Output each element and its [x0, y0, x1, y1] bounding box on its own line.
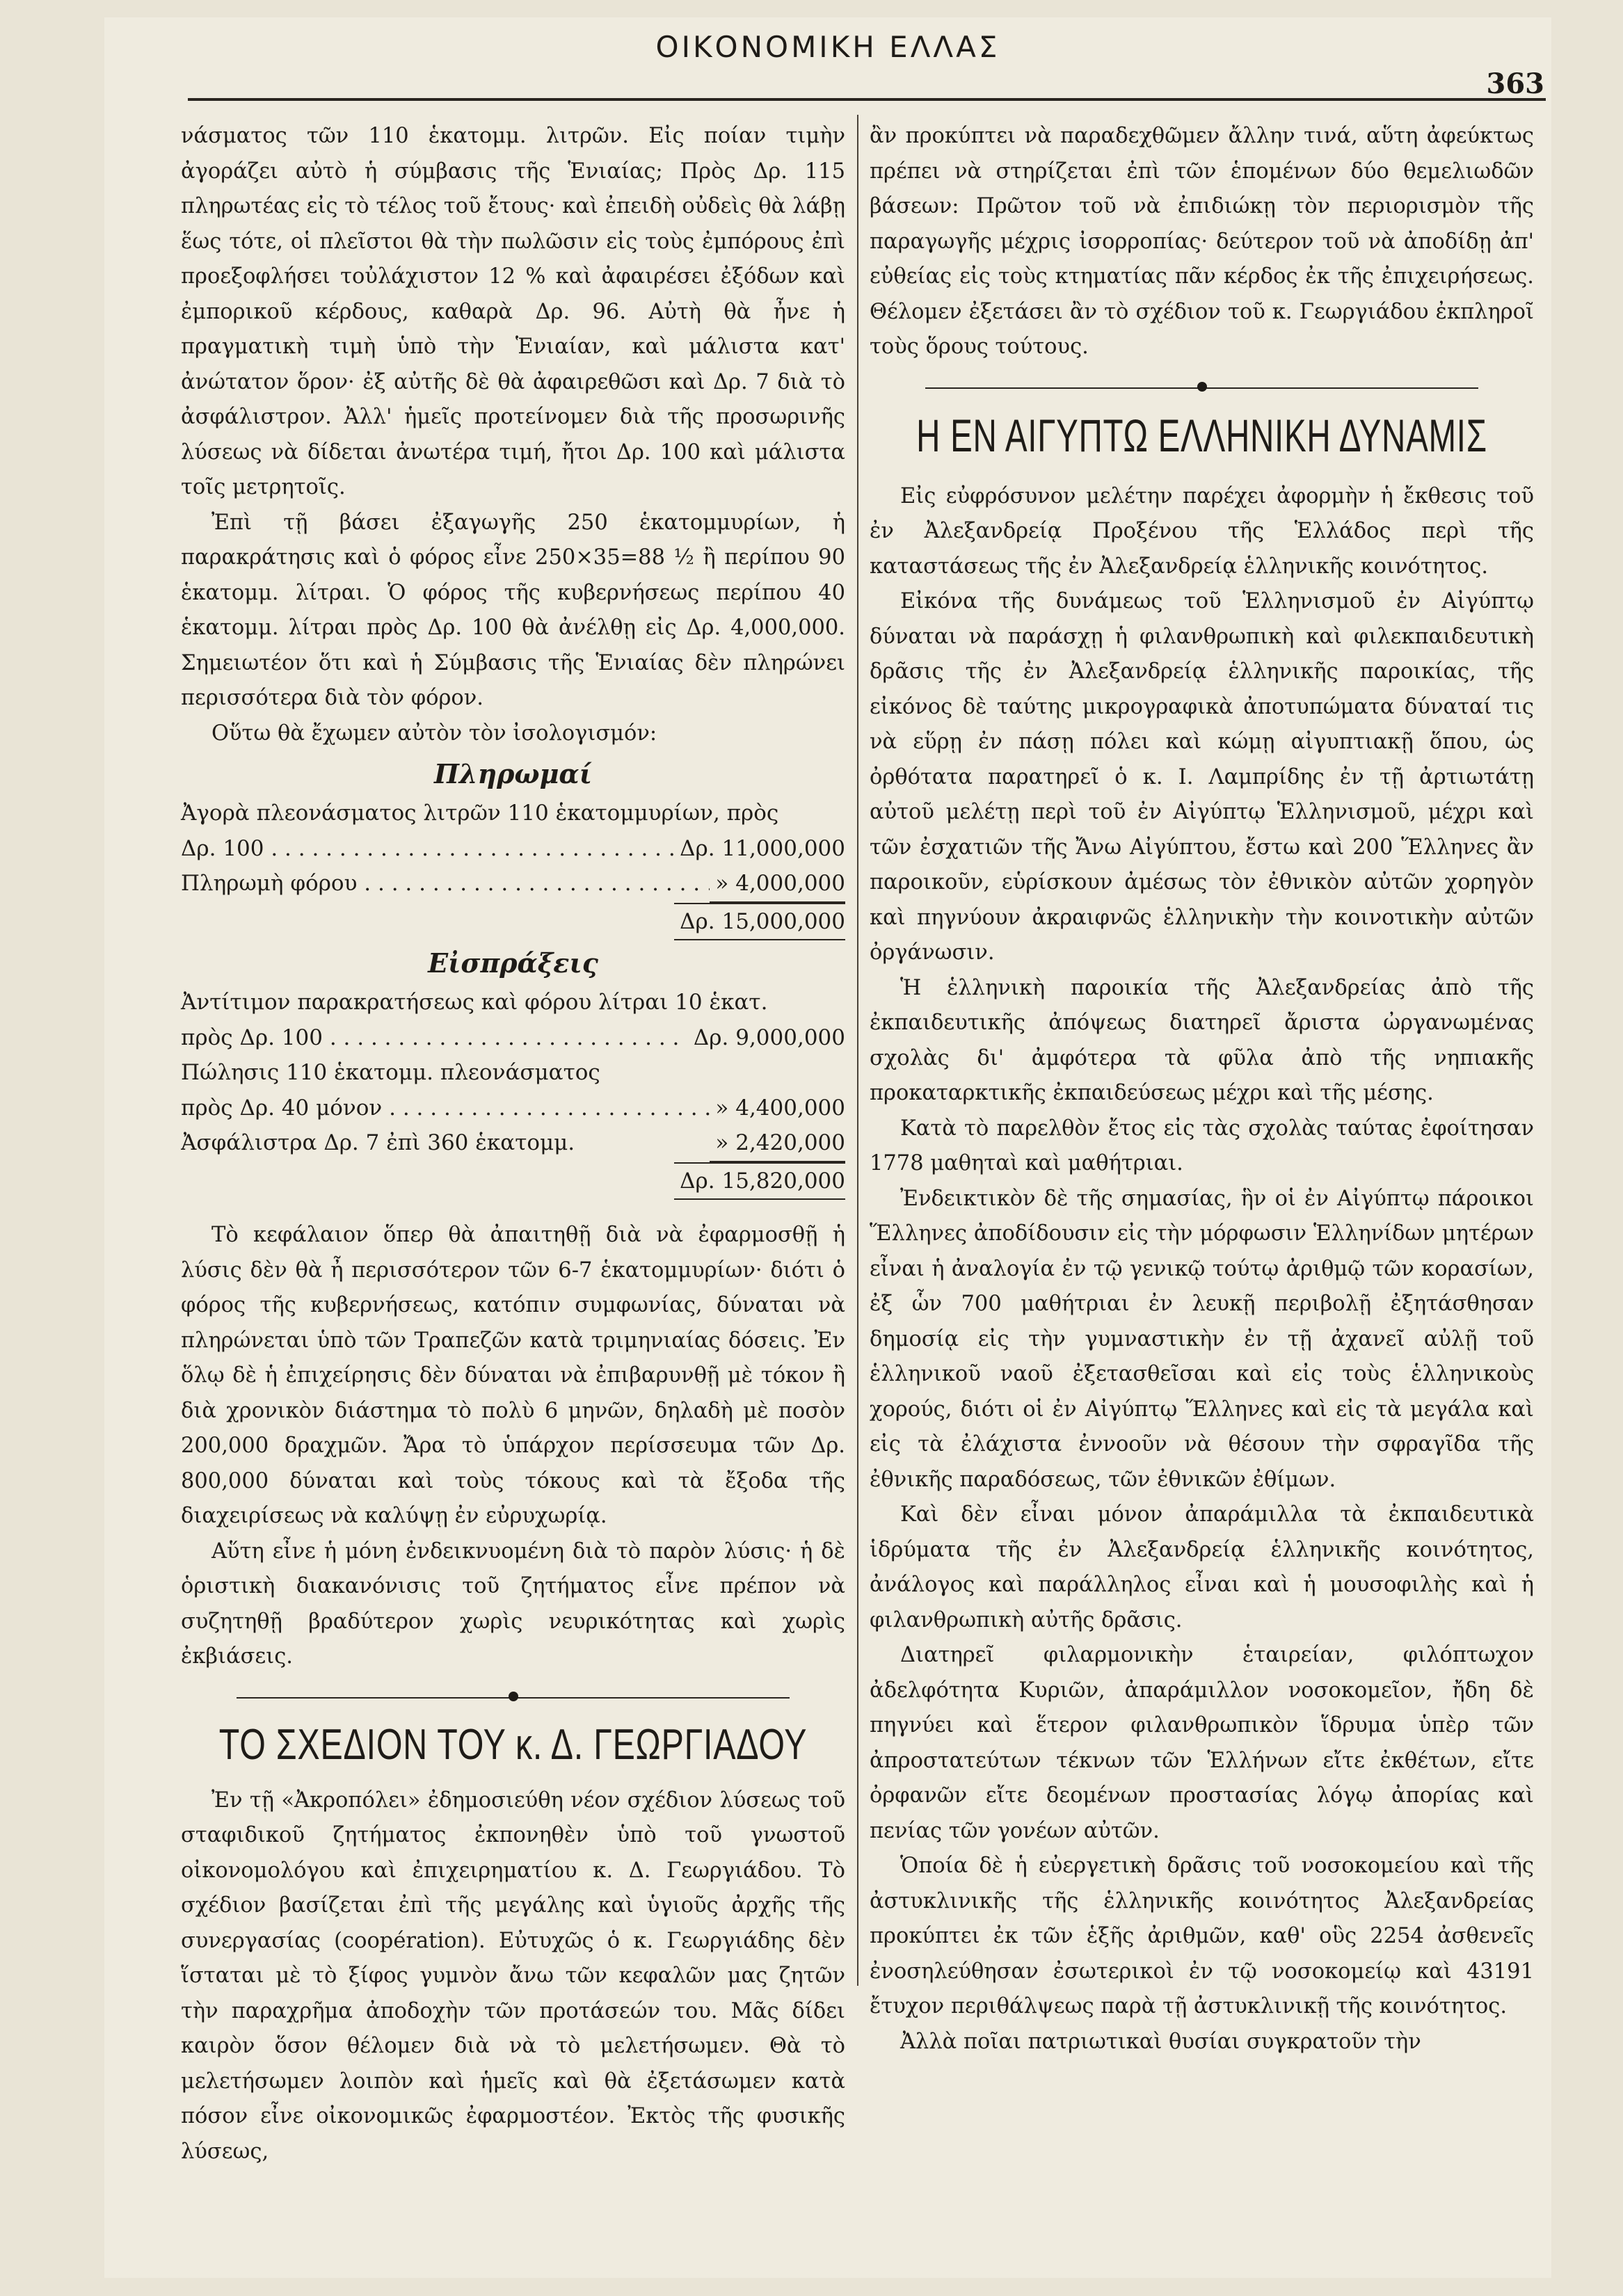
paragraph: Εἰκόνα τῆς δυνάμεως τοῦ Ἑλληνισμοῦ ἐν Αἰγύπτῳ δύναται νὰ παράσχῃ ἡ φιλανθρωπικὴ καὶ φιλεκπαιδευτικὴ δρᾶσις τῆς ἐν Ἀλεξανδρείᾳ ἑλληνικῆς παροικίας, τῆς εἰκόνος δὲ ταύτης μικρογραφικὰ ἀποτυπώματα δύναταί τις νὰ εὕρῃ ἐν πάσῃ πόλει καὶ κώμῃ αἰγυπτιακῇ ὅπου, ὡς ὀρθότατα παρατηρεῖ ὁ κ. Ι. Λαμπρίδης ἐν τῇ ἀρτιωτάτῃ αὐτοῦ μελέτῃ περὶ τοῦ ἐν Αἰγύπτῳ Ἑλληνισμοῦ, μέχρι καὶ τῶν ἐσχατιῶν τῆς Ἄνω Αἰγύπτου, ἔστω καὶ 200 Ἕλληνες ἂν παροικοῦν, εὑρίσκουν ἀμέσως τὸν ἐθνικὸν αὐτῶν χορηγὸν καὶ πηγνύουν ἀκραιφνῶς ἑλληνικὴν τὴν κοινοτικὴν αὐτῶν ὀργάνωσιν.: [870, 589, 1534, 965]
paragraph: νάσματος τῶν 110 ἑκατομμ. λιτρῶν. Εἰς ποίαν τιμὴν ἀγοράζει αὐτὸ ἡ σύμβασις τῆς Ἑνιαίας; Πρὸς Δρ. 115 πληρωτέας εἰς τὸ τέλος τοῦ ἔτους· καὶ ἐπειδὴ οὐδεὶς θὰ λάβῃ ἕως τότε, οἱ πλεῖστοι θὰ τὴν πωλῶσιν εἰς τοὺς ἐμπόρους ἐπὶ προεξοφλήσει τοὐλάχιστον 12 % καὶ ἀφαιρέσει ἐξόδων καὶ ἐμπορικοῦ κέρδους, καθαρὰ Δρ. 96. Αὐτὴ θὰ ἦνε ἡ πραγματικὴ τιμὴ ὑπὸ τὴν Ἑνιαίαν, καὶ μάλιστα κατ' ἀνώτατον ὅρον· ἐξ αὐτῆς δὲ θὰ ἀφαιρεθῶσι καὶ Δρ. 7 διὰ τὸ ἀσφάλιστρον. Ἀλλ' ἡμεῖς προτείνομεν διὰ τῆς προσωρινῆς λύσεως νὰ δίδεται ἀνωτέρα τιμή, ἤτοι Δρ. 100 καὶ μάλιστα τοῖς μετρητοῖς.: [181, 124, 845, 499]
paragraph: Ὁποία δὲ ἡ εὐεργετικὴ δρᾶσις τοῦ νοσοκομείου καὶ τῆς ἀστυκλινικῆς τῆς ἑλληνικῆς κοινότητος Ἀλεξανδρείας προκύπτει ἐκ τῶν ἑξῆς ἀριθμῶν, καθ' οὓς 2254 ἀσθενεῖς ἐνοσηλεύθησαν ἐσωτερικοὶ ἐν τῷ νοσοκομείῳ καὶ 43191 ἔτυχον περιθάλψεως παρὰ τῇ ἀστυκλινικῇ τῆς κοινότητος.: [870, 1854, 1534, 2018]
receipts-total: Δρ. 15,820,000: [674, 1162, 845, 1201]
paragraph: Οὕτω θὰ ἔχωμεν αὐτὸν τὸν ἰσολογισμόν:: [211, 721, 657, 746]
account-line: [181, 866, 845, 903]
payments-heading: Πληρωμαί: [433, 758, 593, 789]
account-line: [181, 1020, 845, 1056]
running-header-title: ΟΙΚΟΝΟΜΙΚΗ ΕΛΛΑΣ: [655, 30, 1000, 64]
paragraph: Τὸ κεφάλαιον ὅπερ θὰ ἀπαιτηθῇ διὰ νὰ ἐφαρμοσθῇ ἡ λύσις δὲν θὰ ἦ περισσότερον τῶν 6-7 ἑκατομμυρίων· διότι ὁ φόρος τῆς κυβερνήσεως, κατόπιν συμφωνίας, δύναται νὰ πληρώνεται ὑπὸ τῶν Τραπεζῶν κατὰ τριμηνιαίας δόσεις. Ἐν ὅλῳ δὲ ἡ ἐπιχείρησις δὲν δύναται νὰ ἐπιβαρυνθῇ μὲ τόκον ἢ διὰ χρονικὸν διάστημα τὸ πολὺ 6 μηνῶν, δηλαδὴ μὲ ποσὸν 200,000 δραχμῶν. Ἄρα τὸ ὑπάρχον περίσσευμα τῶν Δρ. 800,000 δύναται καὶ τοὺς τόκους καὶ τὰ ἔξοδα τῆς διαχειρίσεως νὰ καλύψῃ ἐν εὐρυχωρίᾳ.: [181, 1223, 845, 1528]
account-line-amount: » 4,400,000: [715, 1095, 845, 1121]
account-line-label: πρὸς Δρ. 100 . . .: [181, 1020, 688, 1056]
account-line-label: Ἀσφάλιστρα Δρ. 7 ἐπὶ 360 ἑκατομμ.: [181, 1130, 575, 1155]
account-total: [181, 1162, 845, 1201]
account-line-amount: Δρ. 9,000,000: [693, 1025, 845, 1050]
account-line-text: Ἀντίτιμον παρακρατήσεως καὶ φόρου λίτραι 10 ἑκατ.: [181, 990, 768, 1015]
payments-total: Δρ. 15,000,000: [674, 903, 845, 941]
account-line-amount: » 4,000,000: [710, 866, 845, 903]
page-number: 363: [1486, 67, 1544, 100]
separator-dot: [509, 1692, 518, 1701]
account-line-label: πρὸς Δρ. 40 μόνον . . .: [181, 1091, 710, 1126]
paragraph: Εἰς εὐφρόσυνον μελέτην παρέχει ἀφορμὴν ἡ ἔκθεσις τοῦ ἐν Ἀλεξανδρείᾳ Προξένου τῆς Ἑλλάδος περὶ τῆς καταστάσεως τῆς ἐν Ἀλεξανδρείᾳ ἑλληνικῆς κοινότητος.: [870, 483, 1534, 579]
account-line: [181, 831, 845, 867]
paragraph: Αὕτη εἶνε ἡ μόνη ἐνδεικνυομένη διὰ τὸ παρὸν λύσις· ἡ δὲ ὁριστικὴ διακανόνισις τοῦ ζητήματος εἶνε πρέπον νὰ συζητηθῇ βραδύτερον χωρὶς νευρικότητας καὶ χωρὶς ἐκβιάσεις.: [181, 1539, 845, 1669]
account-line: [181, 1091, 845, 1126]
account-line-text: Ἀγορὰ πλεονάσματος λιτρῶν 110 ἑκατομμυρίων, πρὸς: [181, 801, 779, 826]
separator-dot: [1197, 382, 1207, 392]
paragraph: ἂν προκύπτει νὰ παραδεχθῶμεν ἄλλην τινά, αὕτη ἀφεύκτως πρέπει νὰ στηρίζεται ἐπὶ τῶν ἑπομένων δύο θεμελιωδῶν βάσεων: Πρῶτον τοῦ νὰ ἐπιδιώκῃ τὸν περιορισμὸν τῆς παραγωγῆς μέχρις ἰσορροπίας· δεύτερον τοῦ νὰ ἀποδίδῃ ἀπ' εὐθείας εἰς τοὺς κτηματίας πᾶν κέρδος ἐκ τῆς ἐπιχειρήσεως. Θέλομεν ἐξετάσει ἂν τὸ σχέδιον τοῦ κ. Γεωργιάδου ἐκπληροῖ τοὺς ὅρους τούτους.: [870, 124, 1534, 359]
paragraph: Κατὰ τὸ παρελθὸν ἔτος εἰς τὰς σχολὰς ταύτας ἐφοίτησαν 1778 μαθηταὶ καὶ μαθήτριαι.: [870, 1116, 1534, 1175]
section-separator: [181, 1687, 845, 1708]
paragraph: Ἡ ἑλληνικὴ παροικία τῆς Ἀλεξανδρείας ἀπὸ τῆς ἐκπαιδευτικῆς ἀπόψεως διατηρεῖ ἄριστα ὠργανωμένας σχολὰς δι' ἀμφότερα τὰ φῦλα ἀπὸ τῆς νηπιακῆς προκαταρκτικῆς ἐκπαιδεύσεως μέχρι καὶ τῆς μέσης.: [870, 975, 1534, 1105]
right-column: [870, 119, 1534, 2060]
column-divider: [857, 115, 858, 1986]
account-line-label: Πληρωμὴ φόρου . . .: [181, 866, 710, 901]
account-line-amount: Δρ. 11,000,000: [680, 835, 845, 861]
header-rule: [188, 98, 1546, 101]
paragraph: Διατηρεῖ φιλαρμονικὴν ἑταιρείαν, φιλόπτωχον ἀδελφότητα Κυριῶν, ἀπαράμιλλον νοσοκομεῖον, ἤδη δὲ πηγνύει καὶ ἕτερον φιλανθρωπικὸν ἵδρυμα ὑπὲρ τῶν ἀπροστατεύτων τέκνων τῶν Ἑλλήνων εἴτε ἐκθέτων, εἴτε ὀρφανῶν εἴτε δεομένων προστασίας λόγῳ ἀπορίας καὶ πενίας τῶν γονέων αὐτῶν.: [870, 1643, 1534, 1843]
section-title-egypt: Η ΕΝ ΑΙΓΥΠΤΩ ΕΛΛΗΝΙΚΗ ΔΥΝΑΜΙΣ: [916, 409, 1487, 461]
paragraph: Ἐν τῇ «Ἀκροπόλει» ἐδημοσιεύθη νέον σχέδιον λύσεως τοῦ σταφιδικοῦ ζητήματος ἐκπονηθὲν ὑπὸ τοῦ γνωστοῦ οἰκονομολόγου καὶ ἐπιχειρηματίου κ. Δ. Γεωργιάδου. Τὸ σχέδιον βασίζεται ἐπὶ τῆς μεγάλης καὶ ὑγιοῦς ἀρχῆς τῆς συνεργασίας (coopération). Εὐτυχῶς ὁ κ. Γεωργιάδης δὲν ἵσταται μὲ τὸ ξίφος γυμνὸν ἄνω τῶν κεφαλῶν μας ζητῶν τὴν παραχρῆμα ἀποδοχὴν τῶν προτάσεών του. Μᾶς δίδει καιρὸν ὅσον θέλομεν διὰ νὰ τὸ μελετήσωμεν. Θὰ τὸ μελετήσωμεν λοιπὸν καὶ ἡμεῖς καὶ θὰ ἐξετάσωμεν κατὰ πόσον εἶνε οἰκονομικῶς ἐφαρμοστέον. Ἐκτὸς τῆς φυσικῆς λύσεως,: [181, 1788, 845, 2164]
receipts-heading: Εἰσπράξεις: [428, 947, 598, 979]
spacer: [181, 1200, 845, 1218]
section-separator: [870, 378, 1534, 399]
account-total: [181, 903, 845, 941]
paragraph: Ἐνδεικτικὸν δὲ τῆς σημασίας, ἣν οἱ ἐν Αἰγύπτῳ πάροικοι Ἕλληνες ἀποδίδουσιν εἰς τὴν μόρφωσιν Ἑλληνίδων μητέρων εἶναι ἡ ἀναλογία ἐν τῷ γενικῷ τούτῳ ἀριθμῷ τῶν κορασίων, ἐξ ὧν 700 μαθήτριαι ἐν λευκῇ περιβολῇ ἐξητάσθησαν δημοσίᾳ εἰς τὴν γυμναστικὴν ἐν τῇ ἀχανεῖ αὐλῇ τοῦ ἑλληνικοῦ ναοῦ ἐξετασθεῖσαι καὶ εἰς τοὺς ἑλληνικοὺς χορούς, διότι οἱ ἐν Αἰγύπτῳ Ἕλληνες καὶ εἰς τὰ μεγάλα καὶ εἰς τὰ ἐλάχιστα ἐννοοῦν νὰ θέσουν τὴν σφραγῖδα τῆς ἐθνικῆς παραδόσεως, τῶν ἐθνικῶν ἐθίμων.: [870, 1186, 1534, 1492]
paragraph: Ἀλλὰ ποῖαι πατριωτικαὶ θυσίαι συγκρατοῦν τὴν: [900, 2029, 1421, 2054]
account-line-amount: » 2,420,000: [710, 1125, 845, 1162]
newspaper-page: [104, 17, 1551, 2278]
account-line-label: Δρ. 100 . . .: [181, 831, 674, 867]
paragraph: Ἐπὶ τῇ βάσει ἐξαγωγῆς 250 ἑκατομμυρίων, ἡ παρακράτησις καὶ ὁ φόρος εἶνε 250×35=88 ½ ἢ περίπου 90 ἑκατομμ. λίτραι. Ὁ φόρος τῆς κυβερνήσεως περίπου 40 ἑκατομμ. λίτραι πρὸς Δρ. 100 θὰ ἀνέλθῃ εἰς Δρ. 4,000,000. Σημειωτέον ὅτι καὶ ἡ Σύμβασις τῆς Ἑνιαίας δὲν πληρώνει περισσότερα διὰ τὸν φόρον.: [181, 510, 845, 710]
left-column: [181, 119, 845, 2169]
account-line-text: Πώλησις 110 ἑκατομμ. πλεονάσματος: [181, 1060, 600, 1085]
section-title-georgiadis: ΤΟ ΣΧΕΔΙΟΝ ΤΟΥ κ. Δ. ΓΕΩΡΓΙΑΔΟΥ: [218, 1720, 808, 1769]
account-line: [181, 1125, 845, 1162]
paragraph: Καὶ δὲν εἶναι μόνον ἀπαράμιλλα τὰ ἐκπαιδευτικὰ ἱδρύματα τῆς ἐν Ἀλεξανδρείᾳ ἑλληνικῆς κοινότητος, ἀνάλογος καὶ παράλληλος εἶναι καὶ ἡ μουσοφιλὴς καὶ ἡ φιλανθρωπικὴ αὐτῆς δρᾶσις.: [870, 1502, 1534, 1632]
